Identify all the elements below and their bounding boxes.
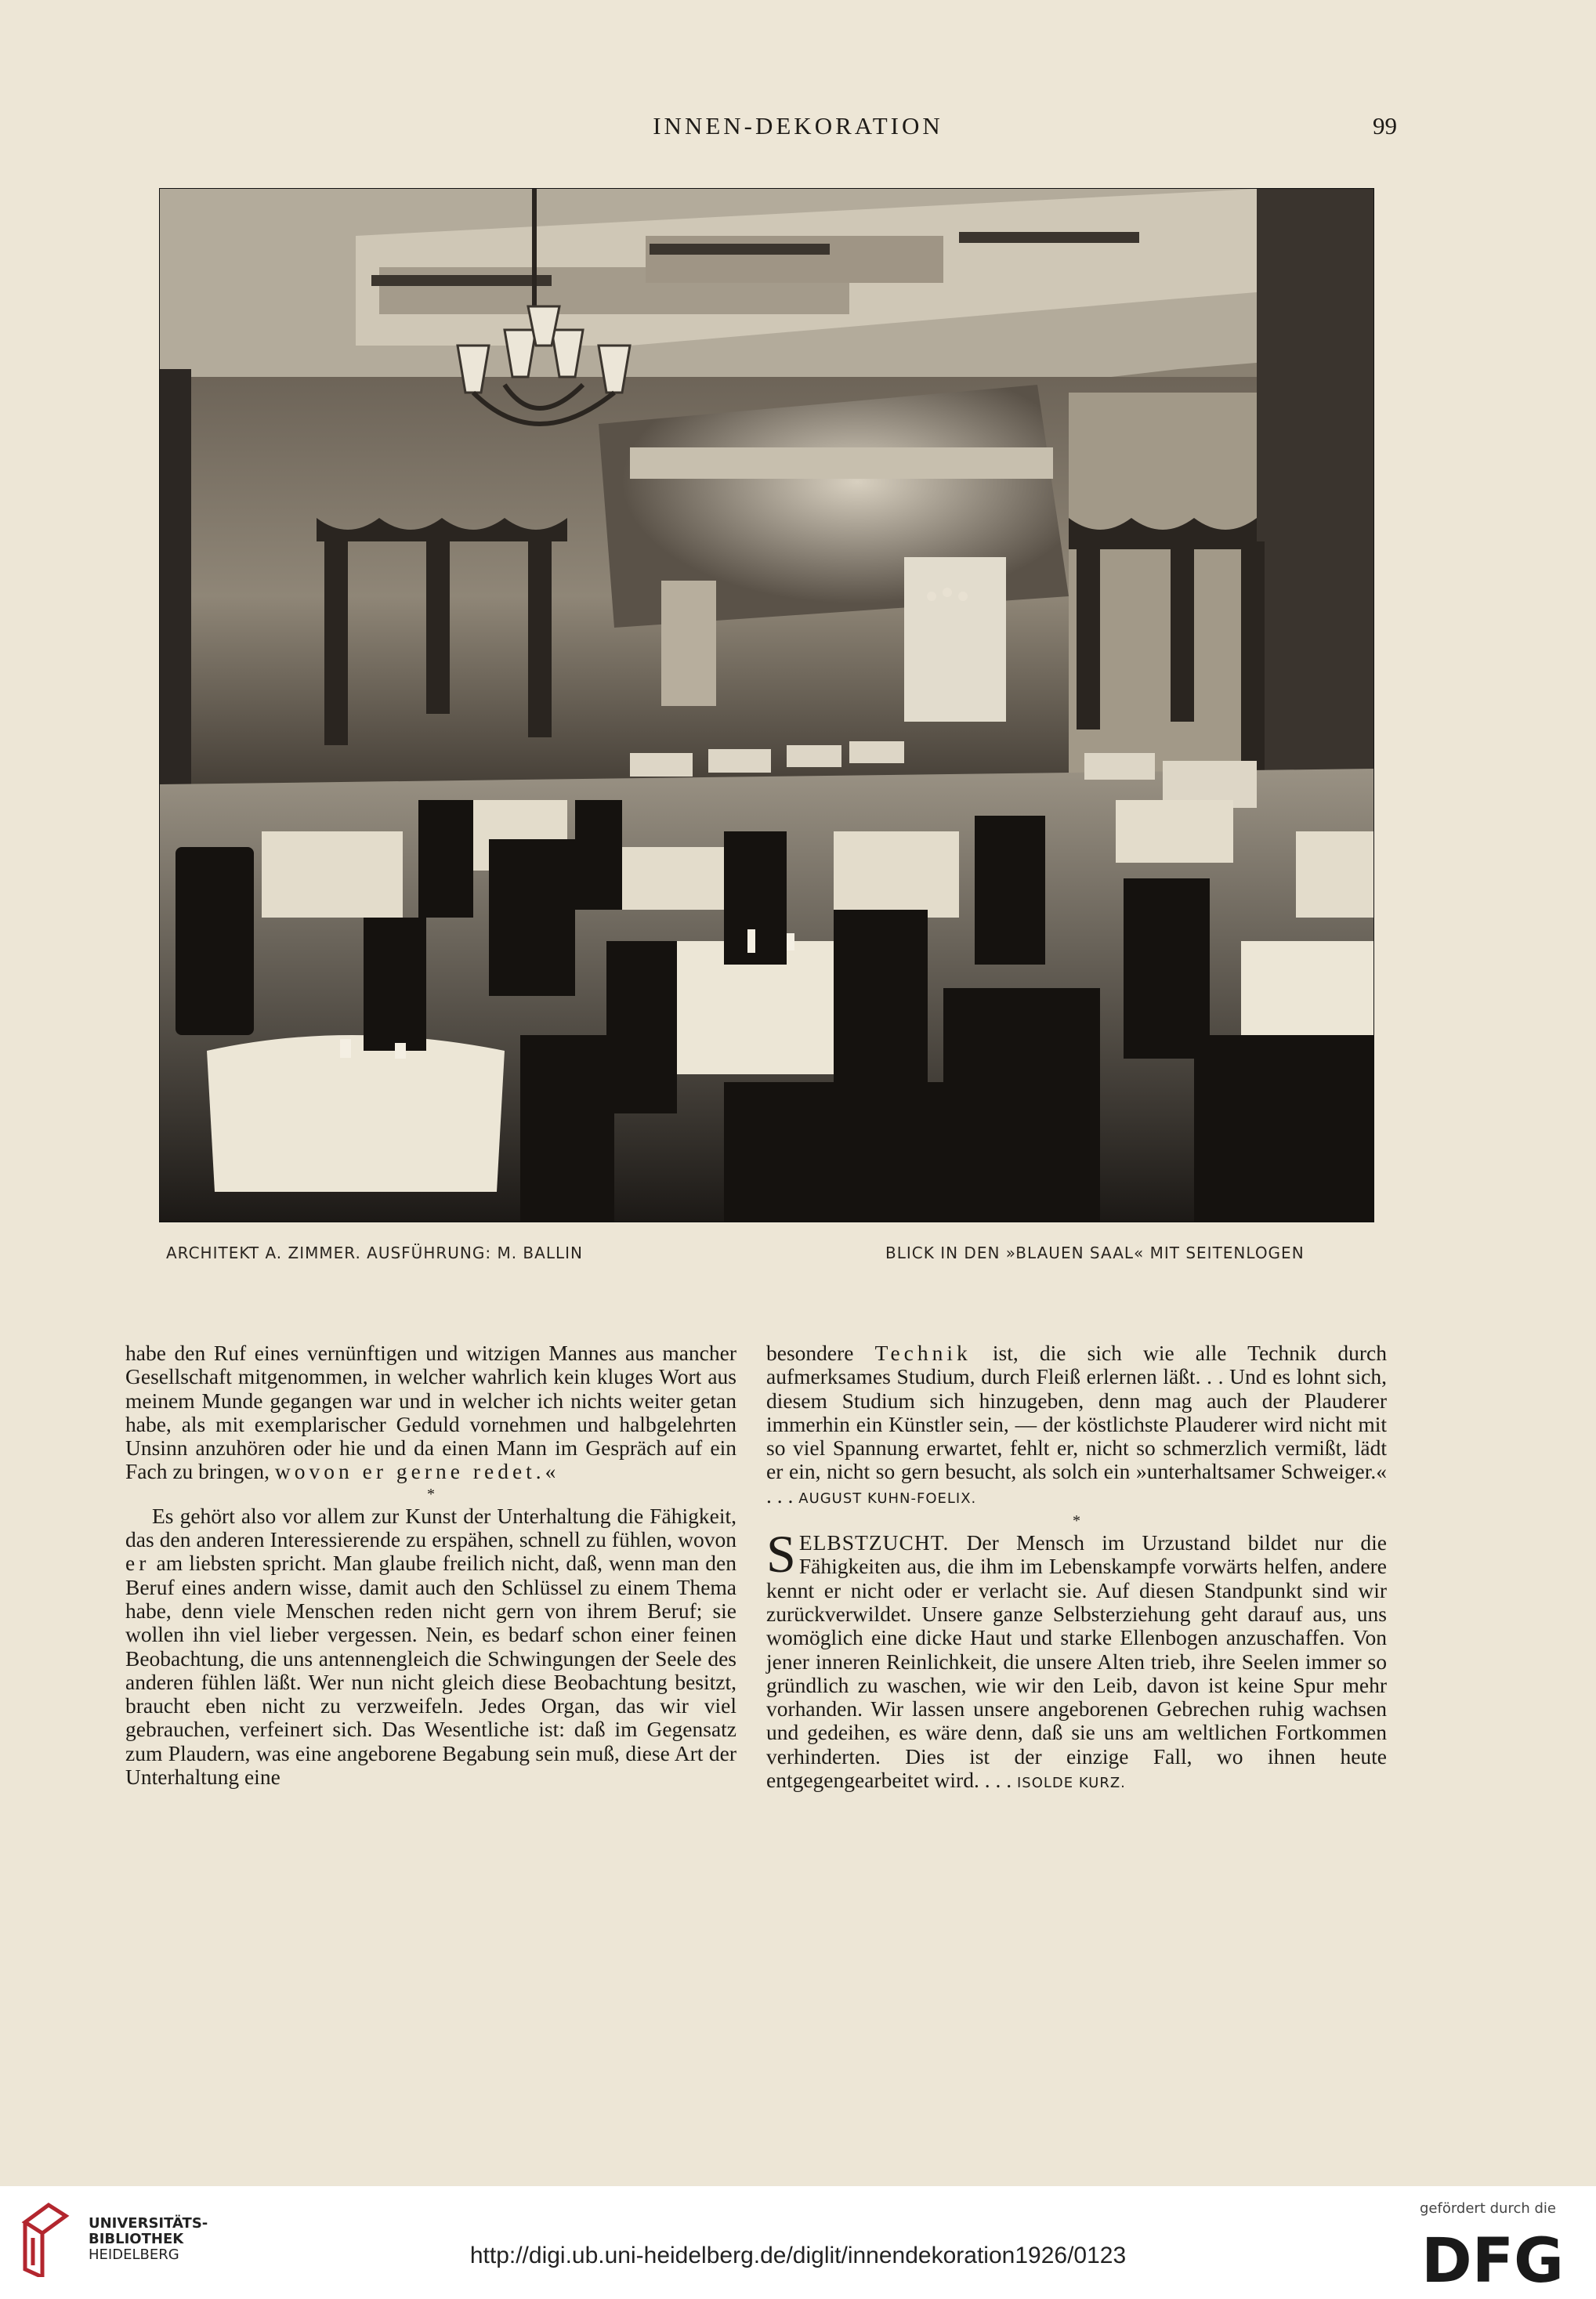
section-divider-star: * [427,1485,435,1503]
photo-title-caption: BLICK IN DEN »BLAUEN SAAL« MIT SEITENLOGEN [885,1244,1305,1262]
left-p2-text-b: am liebsten spricht. Man glaube freilich nicht, daß, wenn man den Beruf eines andern wisse, damit auch den Schlüssel zu einem Thema habe, denn viele Menschen reden nicht gern von ihrem Beruf; sie wollen ihn viel lieber vergessen. Nein, es bedarf schon einer feinen Beobachtung, die uns antennengleich die Schwingungen der Seele des anderen fühlen läßt. Wer nun nicht gleich diese Beobachtung besitzt, braucht eben nicht zu verzweifeln. Jedes Organ, das wir viel gebrauchen, verfeinert sich. Das Wesentliche ist: daß im Gegensatz zum Plaudern, was eine angeborene Begabung sein muß, diese Art der Unterhaltung eine [125,1551,736,1790]
library-name-line-3: HEIDELBERG [89,2247,179,2263]
right-text-column [766,1341,1387,1795]
dfg-logo-icon [1421,2227,1578,2290]
footer-bar [0,2186,1596,2299]
page-header [0,112,1596,143]
left-text-column [125,1341,736,1789]
author-signature-kuhn-foelix: AUGUST KUHN-FOELIX. [798,1490,977,1507]
left-paragraph-2 [125,1504,736,1790]
right-paragraph-2 [766,1524,1387,1795]
left-paragraph-1 [125,1341,736,1484]
left-p1-spaced: wovon er gerne redet.« [274,1459,560,1484]
author-signature-kurz: ISOLDE KURZ. [1016,1775,1126,1792]
right-p1-text-a: besondere [766,1341,854,1365]
right-paragraph-1 [766,1341,1387,1511]
left-p2-spaced: er [125,1551,150,1576]
funded-by-label: gefördert durch die [1420,2200,1556,2217]
right-p1-spaced: Technik [874,1341,972,1365]
running-title: INNEN-DEKORATION [653,112,943,139]
section-heading-selbstzucht: ELBSTZUCHT. [798,1530,950,1555]
digital-library-url-link[interactable]: http://digi.ub.uni-heidelberg.de/diglit/innendekoration1926/0123 [469,2243,1127,2268]
library-name-line-2: BIBLIOTHEK [89,2231,184,2247]
right-p1-text-b: ist, die sich wie alle Technik durch aufmerksames Studium, durch Fleiß erlernen läßt. . . Und es lohnt sich, diesem Studium sich hinzugeben, denn mag auch der Plauderer immerhin ein Künstler sein, — der köstlichste Plauderer wird nicht mit so viel Spannung erwartet, fehlt er, nicht so schmerzlich vermißt, lädt er ein, nicht so gern besucht, als solch ein »unterhaltsamer Schweiger.« . . . [766,1341,1387,1508]
left-p1-text: habe den Ruf eines vernünftigen und witzigen Mannes aus mancher Gesellschaft mitgenommen, in welcher wahrlich kein kluges Wort aus meinem Munde gegangen war und in welcher ich nichts weiter getan habe, als mit exemplarischer Geduld vornehmen und halbgelehrten Unsinn anzuhören oder hie und da einen Mann im Gespräch auf ein Fach zu bringen, [125,1341,736,1484]
page-number: 99 [1373,112,1397,139]
photo-credit-caption: ARCHITEKT A. ZIMMER. AUSFÜHRUNG: M. BALLIN [166,1244,583,1262]
dining-hall-photograph [159,188,1374,1222]
drop-cap: S [766,1524,796,1584]
section-divider-star: * [1073,1512,1080,1530]
left-p2-text-a: Es gehört also vor allem zur Kunst der Unterhaltung die Fähigkeit, das den anderen Interessierende zu erspähen, schnell zu fühlen, wovon [125,1503,736,1552]
dfg-logo-text: DFG [1421,2227,1565,2290]
library-name-line-1: UNIVERSITÄTS- [89,2215,208,2232]
right-p2-text: Der Mensch im Urzustand bildet nur die Fähigkeiten aus, die ihm im Lebenskampfe vorwärts helfen, andere kennt er nicht oder er verlacht sie. Auf diesen Standpunkt sind wir zurückverwildet. Unsere ganze Selbsterziehung geht darauf aus, uns womöglich eine dicke Haut und starke Ellenbogen anzuschaffen. Von jener inneren Reinlichkeit, die unsere Alten trieb, ihre Seelen immer so gründlich zu waschen, wie wir den Leib, davon ist keine Spur mehr vorhanden. Wir lassen unsere angeborenen Gebrechen ruhig wachsen und gedeihen, es wäre denn, daß sie uns am weltlichen Fortkommen verhinderten. Dies ist der einzige Fall, wo ihnen heute entgegengearbeitet wird. . . . [766,1530,1387,1793]
